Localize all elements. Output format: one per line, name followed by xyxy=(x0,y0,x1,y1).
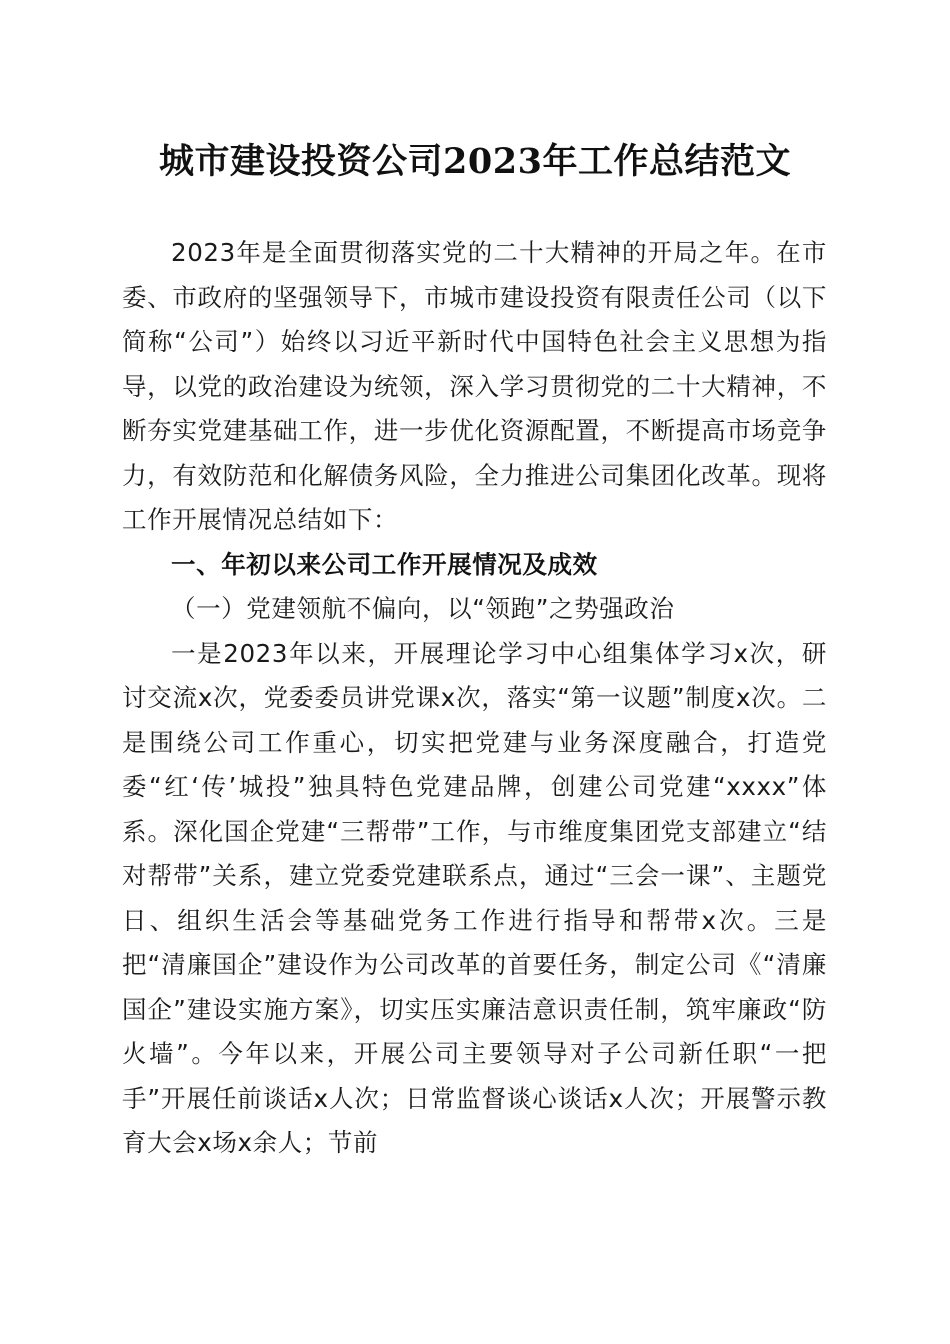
subsection-heading-1: （一）党建领航不偏向，以“领跑”之势强政治 xyxy=(171,594,675,623)
document-title: 城市建设投资公司2023年工作总结范文 xyxy=(159,141,791,182)
subsection-1-paragraph: 一是2023年以来，开展理论学习中心组集体学习x次，研讨交流x次，党委委员讲党课x次，落实“第一议题”制度x次。二是围绕公司工作重心，切实把党建与业务深度融合，打造党委“红‘传’城投”独具特色党建品牌，创建公司党建“xxxx”体系。深化国企党建“三帮带”工作，与市维度集团党支部建立“结对帮带”关系，建立党委党建联系点，通过“三会一课”、主题党日、组织生活会等基础党务工作进行指导和帮带x次。三是把“清廉国企”建设作为公司改革的首要任务，制定公司《“清廉国企”建设实施方案》，切实压实廉洁意识责任制，筑牢廉政“防火墙”。今年以来，开展公司主要领导对子公司新任职“一把手”开展任前谈话x人次；日常监督谈心谈话x人次；开展警示教育大会x场x余人；节前 xyxy=(122,638,827,1157)
section-heading-1: 一、年初以来公司工作开展情况及成效 xyxy=(171,549,598,579)
document-body xyxy=(122,231,827,1166)
intro-paragraph: 2023年是全面贯彻落实党的二十大精神的开局之年。在市委、市政府的坚强领导下，市城市建设投资有限责任公司（以下简称“公司”）始终以习近平新时代中国特色社会主义思想为指导，以党的政治建设为统领，深入学习贯彻党的二十大精神，不断夯实党建基础工作，进一步优化资源配置，不断提高市场竞争力，有效防范和化解债务风险，全力推进公司集团化改革。现将工作开展情况总结如下： xyxy=(122,238,827,534)
